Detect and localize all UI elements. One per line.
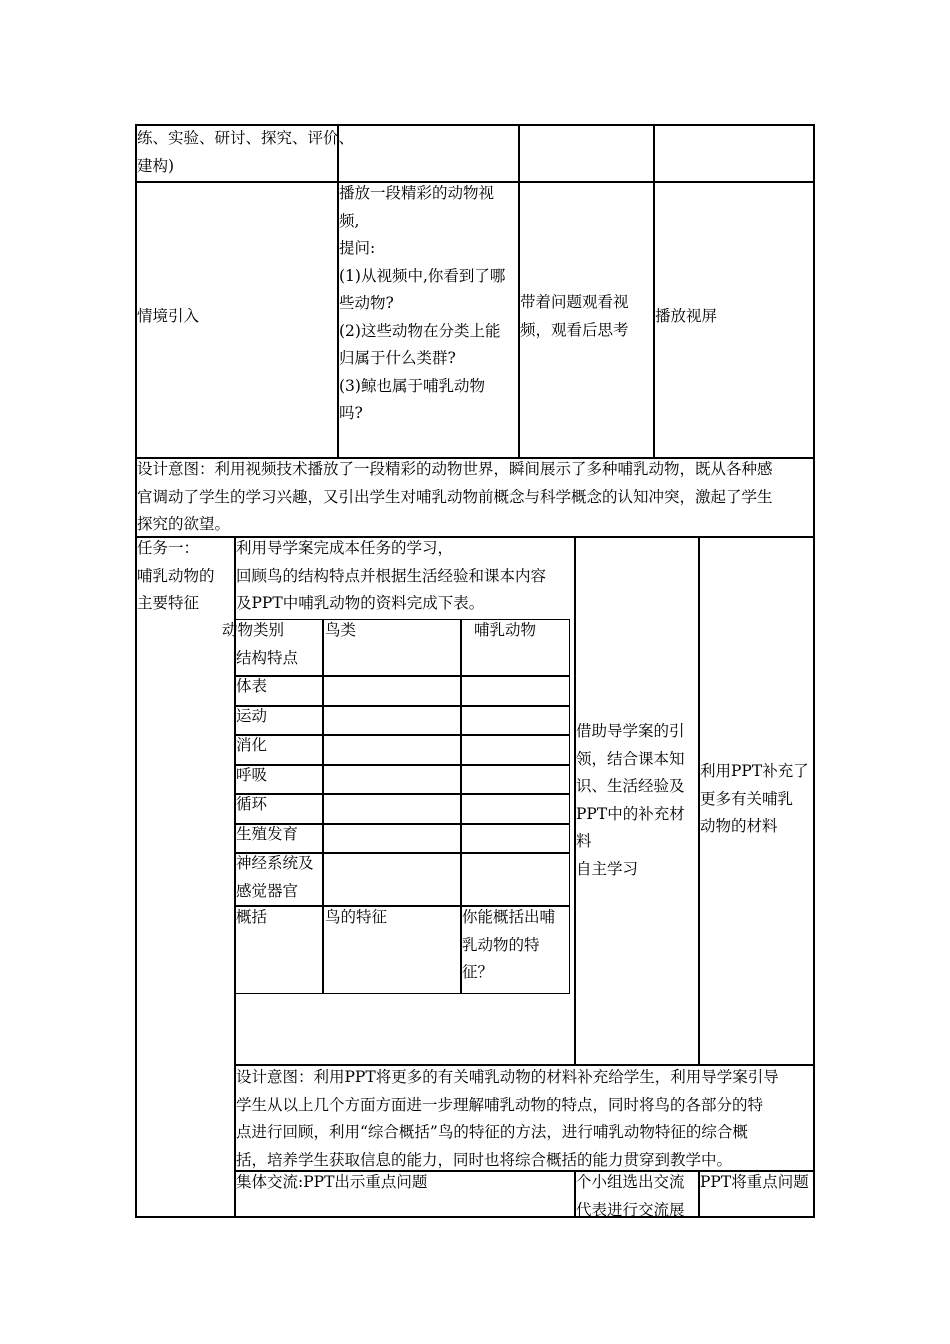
comparison-row-label: 生殖发育 [236,825,299,843]
comparison-row-divider [234,764,570,766]
design-intent-1: 设计意图：利用视频技术播放了一段精彩的动物世界，瞬间展示了多种哺乳动物，既从各种感 官调动了学生的学习兴趣，又引出学生对哺乳动物前概念与科学概念的认知冲突，激起了学生 探究的欲望。 [137,460,773,533]
exchange-media: PPT将重点问题 [700,1173,809,1191]
task1-media: 利用PPT补充了 更多有关哺乳 动物的材料 [700,762,809,835]
comparison-summary-label: 概括 [236,908,268,926]
comparison-summary-bird: 鸟的特征 [325,908,388,926]
intro-media: 播放视屏 [655,307,718,325]
comparison-header-mammal: 哺乳动物 [474,621,537,639]
comparison-row-label: 消化 [236,736,268,754]
comparison-row-divider [234,734,570,736]
comparison-row-label: 神经系统及 感觉器官 [236,854,314,900]
col-divider [653,124,655,458]
task1-student-activity: 借助导学案的引 领，结合课本知 识、生活经验及 PPT中的补充材 料 自主学习 [576,722,685,878]
comparison-summary-mammal: 你能概括出哺 乳动物的特 征？ [462,908,556,981]
comparison-header-corner: 动物类别 结构特点 [222,621,299,667]
exchange-student-activity: 个小组选出交流 代表进行交流展 [576,1173,685,1219]
comparison-row-label: 呼吸 [236,766,268,784]
exchange-teacher-activity: 集体交流:PPT出示重点问题 [236,1173,428,1191]
comparison-row-divider [234,705,570,707]
comparison-row-divider [234,675,570,677]
comparison-row-label: 循环 [236,795,268,813]
comparison-row-label: 体表 [236,677,268,695]
intro-student-activity: 带着问题观看视 频，观看后思考 [520,293,629,339]
comparison-row-label: 运动 [236,707,268,725]
task1-teacher-intro: 利用导学案完成本任务的学习， 回顾鸟的结构特点并根据生活经验和课本内容 及PPT中哺乳动物的资料完成下表。 [236,539,547,612]
intro-stage: 情境引入 [137,307,200,325]
design-intent-2: 设计意图：利用PPT将更多的有关哺乳动物的材料补充给学生，利用导学案引导 学生从以上几个方面方面进一步理解哺乳动物的特点，同时将鸟的各部分的特 点进行回顾，利用“综合概括”鸟的特征的方法，进行哺乳动物特征的综合概 括，培养学生获取信息的能力，同时也将综合概括的能力贯穿到教学中。 [236,1068,779,1169]
intro-teacher-activity: 播放一段精彩的动物视 频, 提问: (1)从视频中,你看到了哪 些动物? (2)这些动物在分类上能 归属于什么类群? (3)鲸也属于哺乳动物 吗? [339,184,506,422]
method-header-text: 练、实验、研讨、探究、评价、 建构) [137,129,355,175]
comparison-row-divider [234,793,570,795]
task1-stage: 任务一： 哺乳动物的 主要特征 [137,539,215,612]
comparison-header-bird: 鸟类 [325,621,357,639]
